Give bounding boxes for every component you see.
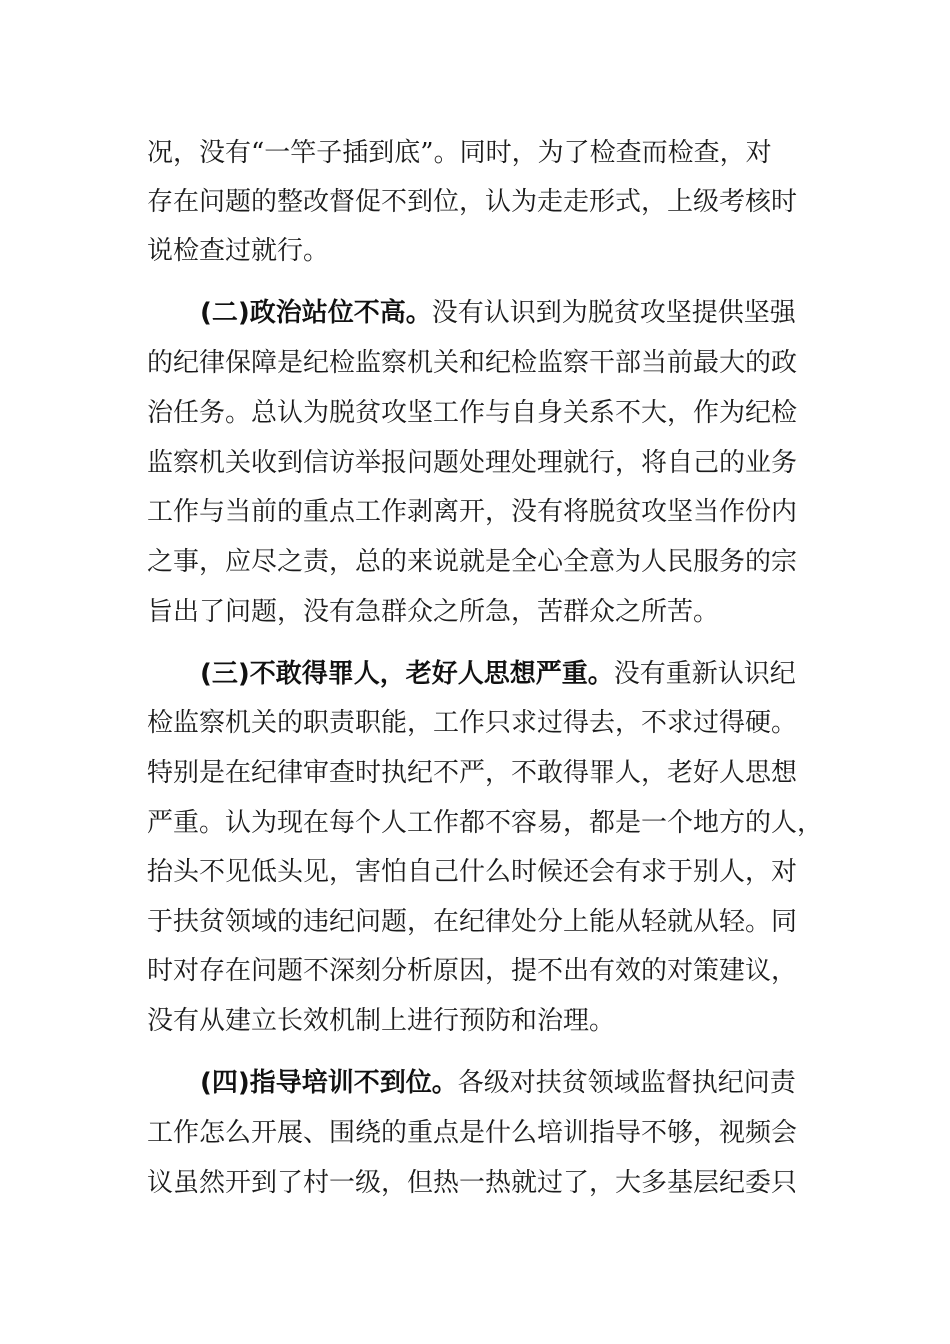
section-4-heading: (四)指导培训不到位。 [200,1068,458,1098]
paragraph-line: 于扶贫领域的违纪问题，在纪律处分上能从轻就从轻。同 [147,907,798,937]
section-4-first-line [200,1063,860,1103]
paragraph-line: 检监察机关的职责职能，工作只求过得去，不求过得硬。 [147,708,798,738]
section-2-first-line-text: 没有认识到为脱贫攻坚提供坚强 [431,298,796,328]
paragraph-line: 旨出了问题，没有急群众之所急，苦群众之所苦。 [147,597,720,627]
paragraph-line: 工作与当前的重点工作剥离开，没有将脱贫攻坚当作份内 [147,497,798,527]
paragraph-line: 抬头不见低头见，害怕自己什么时候还会有求于别人，对 [147,857,798,887]
paragraph-line: 工作怎么开展、围绕的重点是什么培训指导不够，视频会 [147,1118,798,1148]
paragraph-line: 说检查过就行。 [147,236,330,266]
paragraph-line: 议虽然开到了村一级，但热一热就过了，大多基层纪委只 [147,1168,798,1198]
paragraph-line: 的纪律保障是纪检监察机关和纪检监察干部当前最大的政 [147,348,798,378]
paragraph-line: 特别是在纪律审查时执纪不严，不敢得罪人，老好人思想 [147,758,798,788]
paragraph-line: 治任务。总认为脱贫攻坚工作与自身关系不大，作为纪检 [147,398,798,428]
paragraph-line: 没有从建立长效机制上进行预防和治理。 [147,1006,616,1036]
paragraph-line: 况，没有“一竿子插到底”。同时，为了检查而检查，对 [147,138,772,168]
section-3-first-line [200,654,860,694]
paragraph-line: 监察机关收到信访举报问题处理处理就行，将自己的业务 [147,448,798,478]
paragraph-line: 存在问题的整改督促不到位，认为走走形式，上级考核时 [147,187,798,217]
paragraph-line: 之事，应尽之责，总的来说就是全心全意为人民服务的宗 [147,547,798,577]
paragraph-line: 严重。认为现在每个人工作都不容易，都是一个地方的人， [147,808,824,838]
section-2-heading: (二)政治站位不高。 [200,298,432,328]
paragraph-line: 时对存在问题不深刻分析原因，提不出有效的对策建议， [147,956,798,986]
section-3-heading: (三)不敢得罪人，老好人思想严重。 [200,659,614,689]
section-3-first-line-text: 没有重新认识纪 [613,659,796,689]
section-2-first-line [200,293,860,333]
section-4-first-line-text: 各级对扶贫领域监督执纪问责 [457,1068,796,1098]
